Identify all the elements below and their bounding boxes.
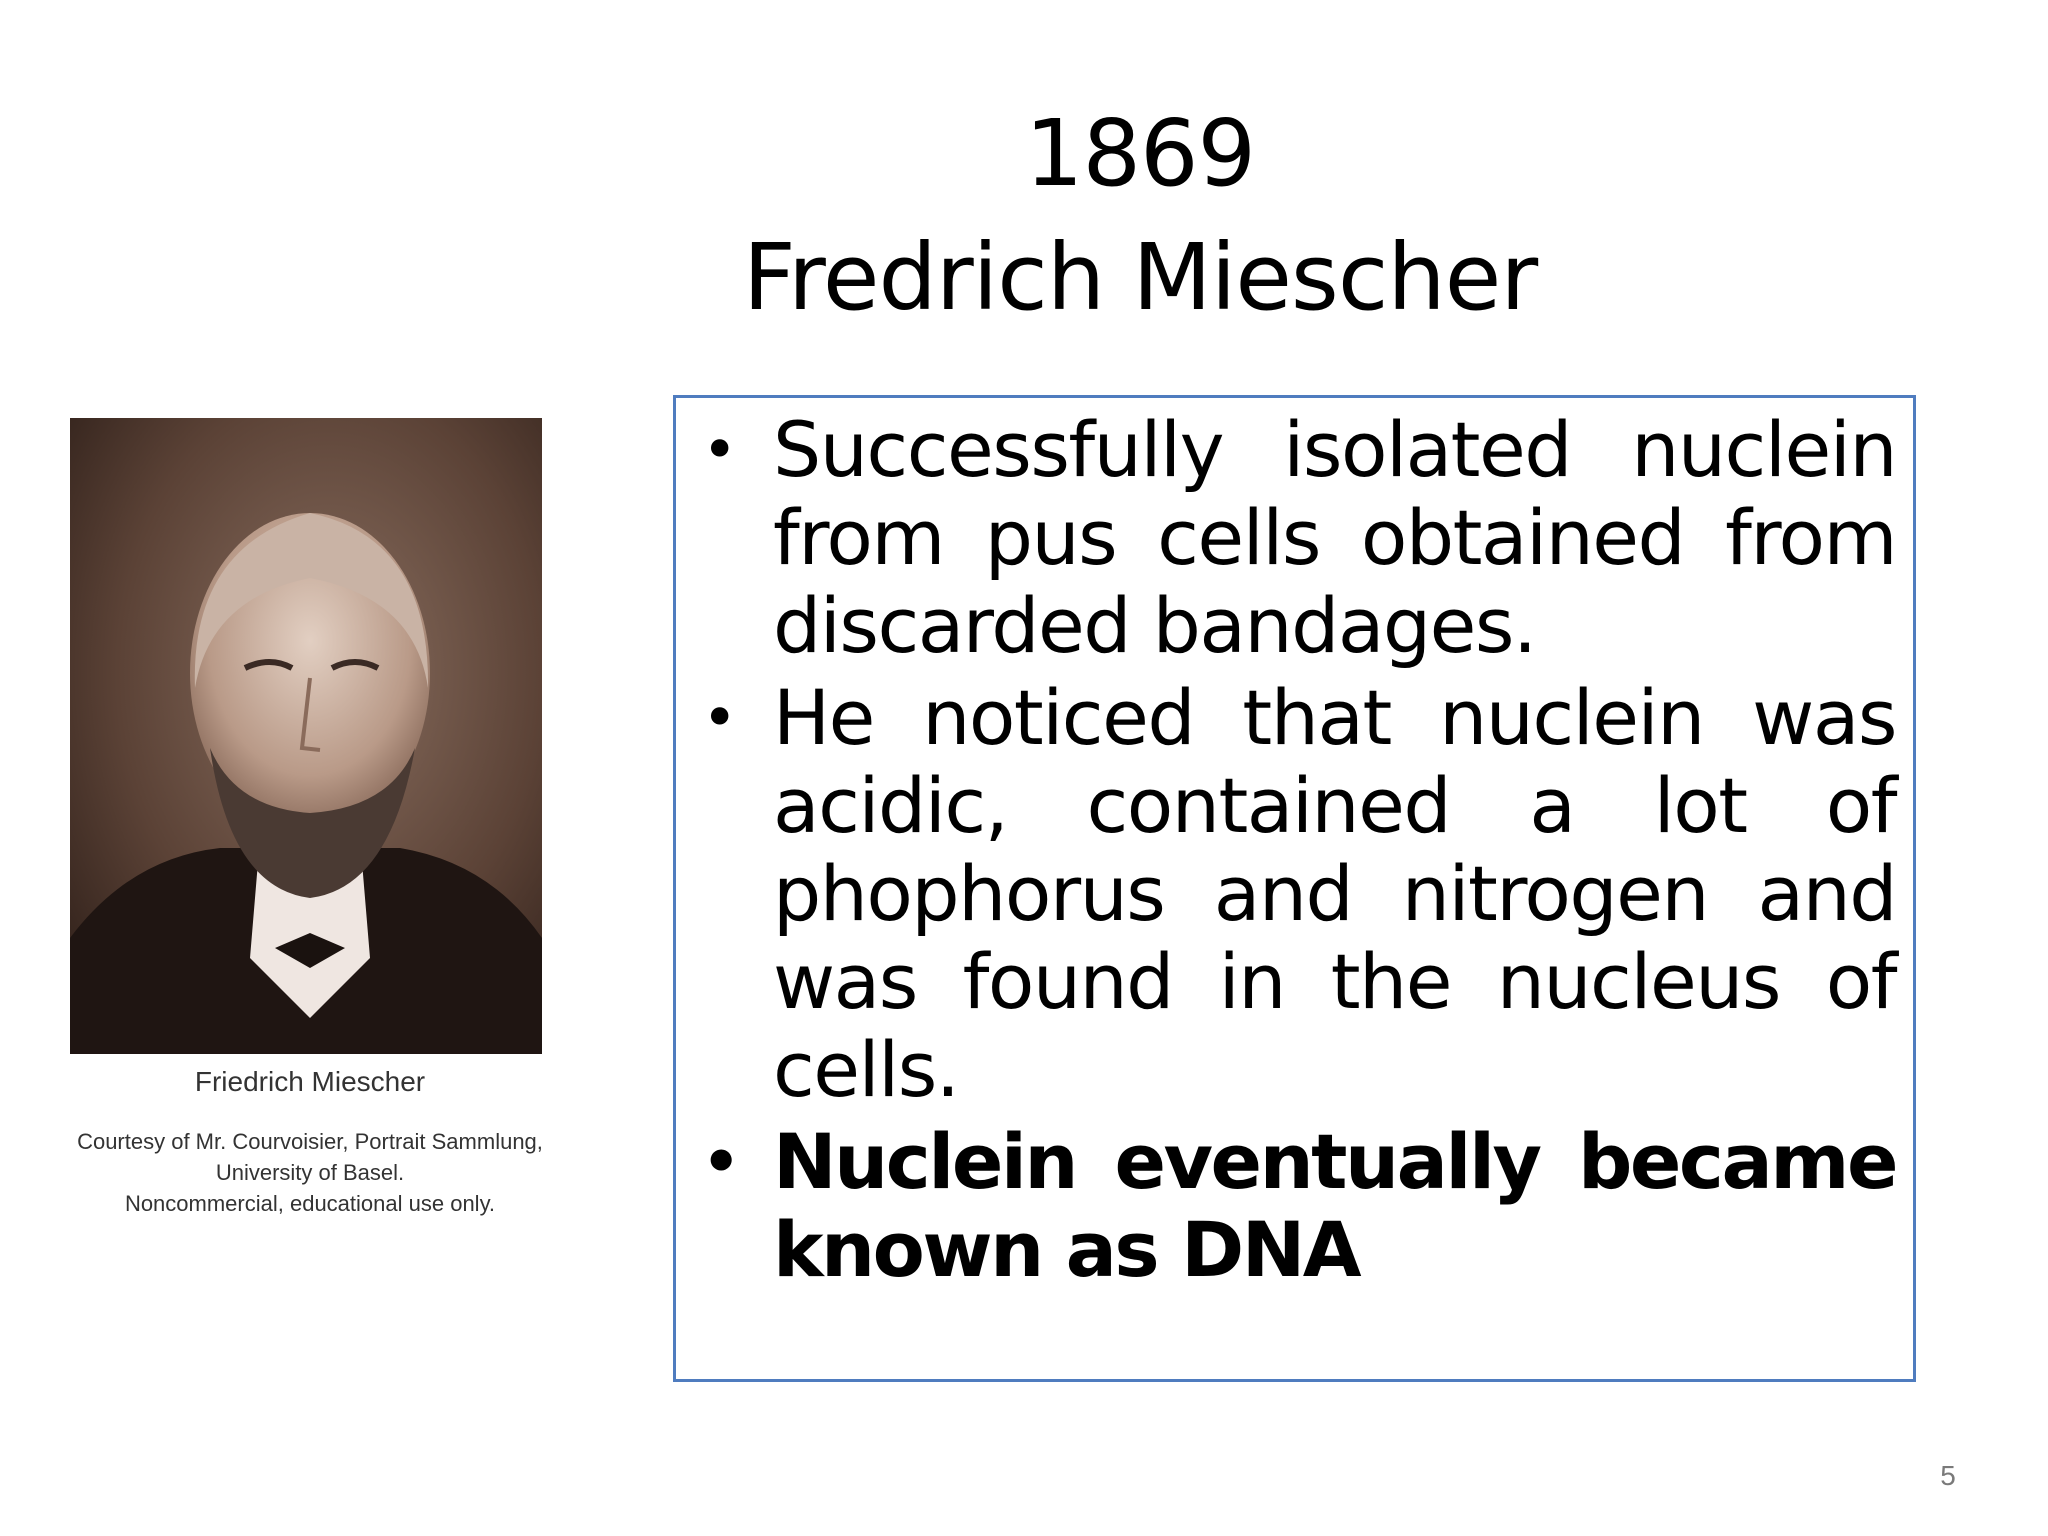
bullet-icon: •: [702, 1127, 738, 1197]
bullet-item: [702, 674, 1896, 1114]
credit-line: Courtesy of Mr. Courvoisier, Portrait Sammlung,: [77, 1129, 543, 1154]
title-year: 1869: [1024, 100, 1256, 207]
bullet-list: [702, 406, 1896, 1298]
bullet-item-bold: [702, 1118, 1896, 1294]
credit-line: Noncommercial, educational use only.: [124, 1191, 496, 1216]
portrait-photo: [70, 418, 542, 1054]
title-name: Fredrich Miescher: [742, 224, 1538, 331]
bullet-icon: •: [702, 683, 736, 753]
photo-credit: [10, 1126, 610, 1219]
bullet-text: Nuclein eventually became known as DNA: [773, 1117, 1896, 1294]
bullet-icon: •: [702, 415, 736, 485]
page-number: 5: [1940, 1460, 1956, 1491]
photo-caption: Friedrich Miescher: [194, 1066, 426, 1097]
bullet-text: Successfully isolated nuclein from pus cells obtained from discarded bandages.: [773, 405, 1896, 670]
credit-line: University of Basel.: [215, 1160, 405, 1185]
bullet-text: He noticed that nuclein was acidic, contained a lot of phophorus and nitrogen and was found in the nucleus of cells.: [773, 673, 1896, 1114]
bullet-item: [702, 406, 1896, 670]
portrait-illustration: [70, 418, 542, 1054]
content-text-box: [673, 395, 1916, 1382]
slide-title: [560, 92, 1720, 340]
